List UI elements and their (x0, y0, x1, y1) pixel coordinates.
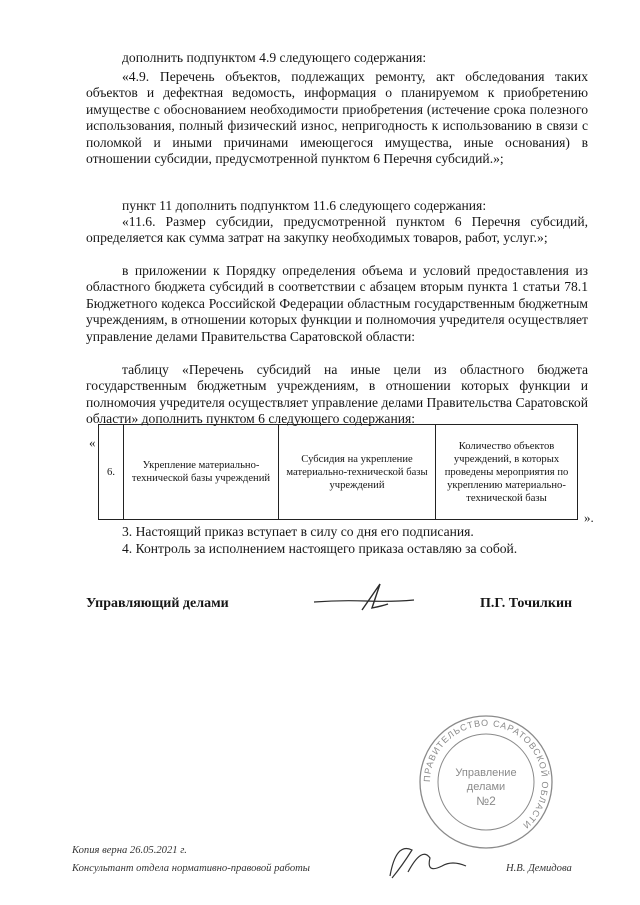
signatory-position: Управляющий делами (86, 596, 229, 611)
subsidy-name: Субсидия на укрепление материально-технической базы учреждений (279, 425, 436, 520)
item-3: 3. Настоящий приказ вступает в силу со дня его подписания. (122, 524, 474, 539)
paragraph-11-6-text: «11.6. Размер субсидии, предусмотренной пунктом 6 Перечня субсидий, определяется как сумма затрат на закупку необходимых товаров, работ, услуг.»; (86, 214, 588, 246)
paragraph-appendix: в приложении к Порядку определения объема и условий предоставления из областного бюджета субсидий в соответствии с абзацем вторым пункта 1 статьи 78.1 Бюджетного кодекса Российской Федерации областным государственным бюджетным учреждениям, в отношении которых функции и полномочия учредителя осуществляет управление делами Правительства Саратовской области: (86, 263, 588, 344)
signature-mark (310, 578, 420, 623)
quote-open: « (89, 435, 96, 450)
paragraph-table-intro: таблицу «Перечень субсидий на иные цели из областного бюджета государственным бюджетным учреждениям, в отношении которых функции и полномочия учредителя осуществляет управление делами Правительства Саратовской области» дополнить пунктом 6 следующего содержания: (86, 362, 588, 427)
table-row (99, 425, 578, 520)
stamp-line1: Управление (455, 767, 517, 779)
quote-close: ». (584, 510, 594, 525)
paragraph-addition-4-9: дополнить подпунктом 4.9 следующего содержания: (122, 50, 427, 65)
copy-verified-note: Копия верна 26.05.2021 г. (72, 845, 187, 856)
stamp-line2: делами (466, 781, 506, 793)
stamp-line3: №2 (476, 794, 496, 808)
second-signature-mark (382, 836, 472, 891)
copy-consultant-note: Консультант отдела нормативно-правовой работы (72, 863, 310, 874)
paragraph-4-9-text: «4.9. Перечень объектов, подлежащих ремонту, акт обследования таких объектов и дефектная ведомость, информация о планируемом к приобретению имуществе с обоснованием необходимости приобретения (истечение срока полезного использования, полный физический износ, непригодность к использованию в связи с поломкой и иными причинами имеющегося имущества, иные основания) в отношении субсидии, предусмотренной пунктом 6 Перечня субсидий.»; (86, 69, 588, 167)
subsidy-purpose: Укрепление материально-технической базы учреждений (124, 425, 279, 520)
row-number: 6. (99, 425, 124, 520)
copy-signatory-name: Н.В. Демидова (506, 863, 572, 874)
subsidy-result: Количество объектов учреждений, в которых проведены мероприятия по укреплению материально-технической базы (436, 425, 578, 520)
subsidy-table (98, 424, 578, 520)
item-4: 4. Контроль за исполнением настоящего приказа оставляю за собой. (122, 541, 518, 556)
stamp-ring-text: ПРАВИТЕЛЬСТВО САРАТОВСКОЙ ОБЛАСТИ (421, 717, 551, 832)
paragraph-addition-11-6: пункт 11 дополнить подпунктом 11.6 следующего содержания: (122, 198, 487, 213)
signatory-name: П.Г. Точилкин (480, 596, 573, 611)
